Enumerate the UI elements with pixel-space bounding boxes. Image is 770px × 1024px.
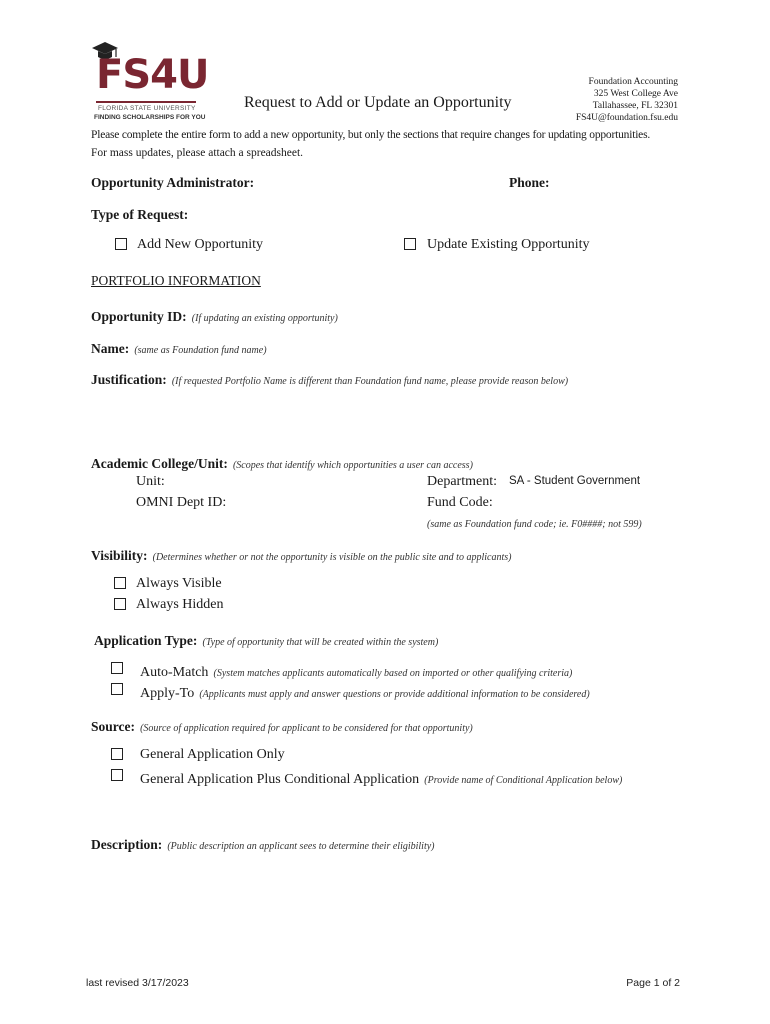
description-row xyxy=(91,834,435,853)
logo-subtitle-university: FLORIDA STATE UNIVERSITY xyxy=(98,105,196,112)
general-application-label: General Application Only xyxy=(140,747,285,762)
opportunity-id-note: (If updating an existing opportunity) xyxy=(191,313,338,324)
portfolio-heading: PORTFOLIO INFORMATION xyxy=(91,273,261,288)
page-number: Page 1 of 2 xyxy=(626,977,680,989)
administrator-label: Opportunity Administrator: xyxy=(91,175,255,190)
department-value[interactable]: SA - Student Government xyxy=(509,475,641,487)
update-opportunity-checkbox[interactable] xyxy=(404,238,416,250)
application-type-note: (Type of opportunity that will be created within the system) xyxy=(202,637,439,648)
department-label: Department: xyxy=(427,474,497,489)
application-type-row xyxy=(94,630,438,649)
always-hidden-checkbox[interactable] xyxy=(114,598,126,610)
conditional-application-row xyxy=(140,768,622,788)
form-title: Request to Add or Update an Opportunity xyxy=(244,94,512,111)
automatch-checkbox[interactable] xyxy=(111,662,123,674)
visibility-row xyxy=(91,545,511,564)
applyto-note: (Applicants must apply and answer questions or provide additional information to be considered) xyxy=(199,689,590,700)
logo-subtitle-tagline: FINDING SCHOLARSHIPS FOR YOU xyxy=(94,114,206,121)
automatch-label: Auto-Match xyxy=(140,665,209,680)
address-line-2: 325 West College Ave xyxy=(593,89,678,99)
name-note: (same as Foundation fund name) xyxy=(134,345,267,356)
intro-line-1: Please complete the entire form to add a new opportunity, but only the sections that require changes for updating opportunities. xyxy=(91,129,651,141)
address-block xyxy=(576,76,678,124)
address-line-3: Tallahassee, FL 32301 xyxy=(592,101,678,111)
source-note: (Source of application required for applicant to be considered for that opportunity) xyxy=(140,723,473,734)
description-note: (Public description an applicant sees to determine their eligibility) xyxy=(167,841,435,852)
source-label: Source: xyxy=(91,719,135,734)
fund-code-note: (same as Foundation fund code; ie. F0####; not 599) xyxy=(427,519,642,530)
always-visible-label: Always Visible xyxy=(136,576,222,591)
fund-code-label: Fund Code: xyxy=(427,495,493,510)
omni-dept-label: OMNI Dept ID: xyxy=(136,495,227,510)
phone-label: Phone: xyxy=(509,175,550,190)
fs4u-logo xyxy=(90,40,215,126)
automatch-row xyxy=(140,661,572,681)
justification-label: Justification: xyxy=(91,372,167,387)
automatch-note: (System matches applicants automatically based on imported or other qualifying criteria) xyxy=(213,668,573,679)
intro-line-2: For mass updates, please attach a spreadsheet. xyxy=(91,147,304,159)
academic-row xyxy=(91,453,473,472)
always-visible-checkbox[interactable] xyxy=(114,577,126,589)
visibility-note: (Determines whether or not the opportunity is visible on the public site and to applicants) xyxy=(152,552,512,563)
justification-row xyxy=(91,369,568,388)
always-hidden-label: Always Hidden xyxy=(136,597,224,612)
opportunity-id-label: Opportunity ID: xyxy=(91,309,187,324)
applyto-row xyxy=(140,682,590,702)
conditional-application-note: (Provide name of Conditional Application below) xyxy=(424,775,623,786)
applyto-label: Apply-To xyxy=(140,686,195,701)
revised-date: last revised 3/17/2023 xyxy=(86,977,189,989)
opportunity-id-row xyxy=(91,306,338,325)
name-label: Name: xyxy=(91,341,130,356)
justification-note: (If requested Portfolio Name is different than Foundation fund name, please provide reason below) xyxy=(171,376,569,387)
add-opportunity-checkbox[interactable] xyxy=(115,238,127,250)
description-label: Description: xyxy=(91,837,163,852)
academic-note: (Scopes that identify which opportunities a user can access) xyxy=(232,460,473,471)
applyto-checkbox[interactable] xyxy=(111,683,123,695)
logo-text: FS4U xyxy=(96,52,209,98)
source-row xyxy=(91,716,473,735)
academic-label: Academic College/Unit: xyxy=(91,456,228,471)
visibility-label: Visibility: xyxy=(91,548,148,563)
unit-label: Unit: xyxy=(136,474,165,489)
address-line-1: Foundation Accounting xyxy=(588,77,678,87)
request-type-label: Type of Request: xyxy=(91,207,189,222)
update-opportunity-label: Update Existing Opportunity xyxy=(427,237,590,252)
conditional-application-label: General Application Plus Conditional Application xyxy=(140,772,420,787)
general-application-checkbox[interactable] xyxy=(111,748,123,760)
logo-divider xyxy=(96,101,196,103)
add-opportunity-label: Add New Opportunity xyxy=(137,237,263,252)
name-row xyxy=(91,338,267,357)
application-type-label: Application Type: xyxy=(94,633,198,648)
conditional-application-checkbox[interactable] xyxy=(111,769,123,781)
address-email: FS4U@foundation.fsu.edu xyxy=(575,113,678,123)
